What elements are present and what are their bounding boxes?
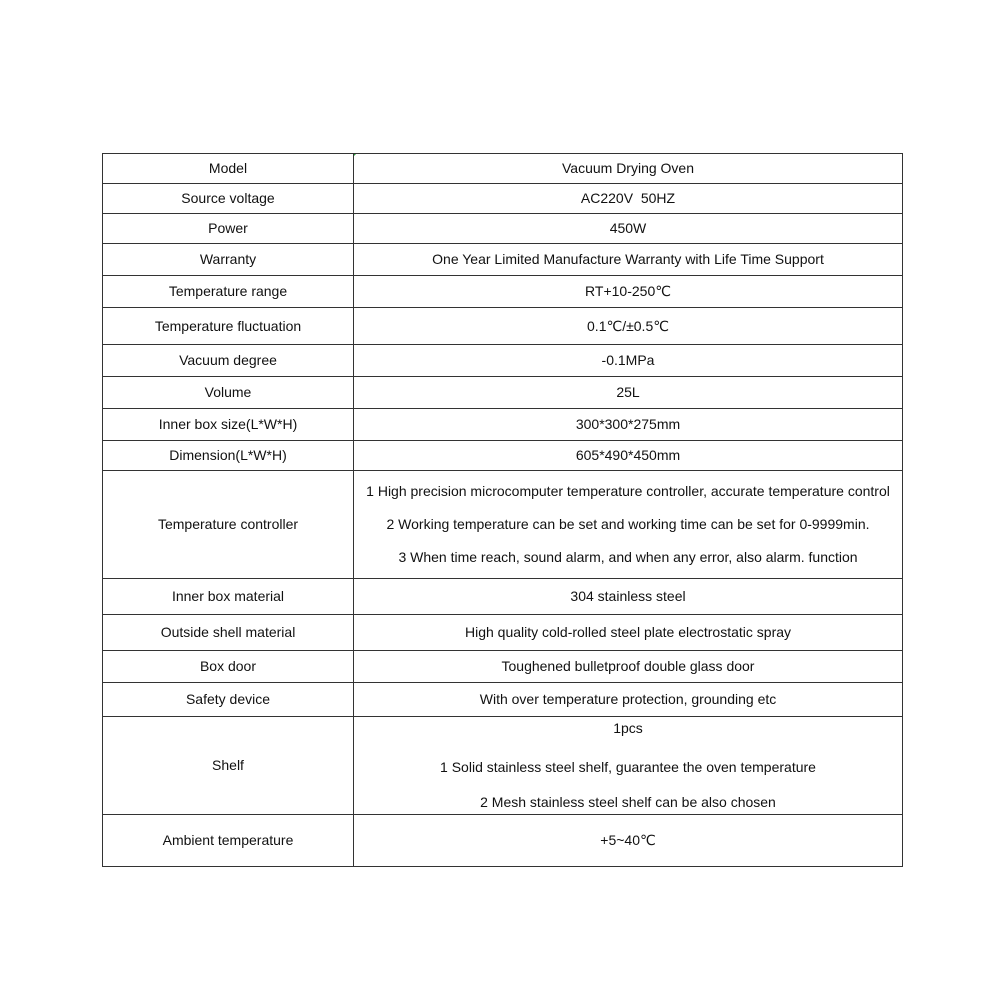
row-value: AC220V 50HZ — [354, 184, 903, 214]
row-value — [354, 471, 903, 579]
row-value: 605*490*450mm — [354, 441, 903, 471]
row-value: +5~40℃ — [354, 815, 903, 867]
shelf-line: 2 Mesh stainless steel shelf can be also chosen — [480, 793, 776, 810]
table-row — [103, 615, 903, 651]
row-value — [354, 717, 903, 815]
table-row — [103, 214, 903, 244]
table-row — [103, 815, 903, 867]
row-label: Vacuum degree — [103, 345, 354, 377]
row-value: 25L — [354, 377, 903, 409]
table-row — [103, 345, 903, 377]
row-label: Temperature range — [103, 276, 354, 308]
table-row — [103, 377, 903, 409]
row-value: Vacuum Drying Oven — [354, 154, 903, 184]
row-label: Safety device — [103, 683, 354, 717]
row-label: Shelf — [103, 717, 354, 815]
row-value: -0.1MPa — [354, 345, 903, 377]
row-value: 450W — [354, 214, 903, 244]
row-value: 304 stainless steel — [354, 579, 903, 615]
row-label: Ambient temperature — [103, 815, 354, 867]
row-label: Volume — [103, 377, 354, 409]
table-row — [103, 154, 903, 184]
table-row — [103, 244, 903, 276]
row-label: Box door — [103, 651, 354, 683]
table-row — [103, 579, 903, 615]
row-label: Inner box size(L*W*H) — [103, 409, 354, 441]
row-label: Dimension(L*W*H) — [103, 441, 354, 471]
row-value: Toughened bulletproof double glass door — [354, 651, 903, 683]
row-value: 0.1℃/±0.5℃ — [354, 308, 903, 345]
row-label: Temperature controller — [103, 471, 354, 579]
row-label: Warranty — [103, 244, 354, 276]
row-label: Source voltage — [103, 184, 354, 214]
row-value: With over temperature protection, grounding etc — [354, 683, 903, 717]
row-value: RT+10-250℃ — [354, 276, 903, 308]
specification-table — [102, 153, 903, 867]
table-row — [103, 441, 903, 471]
controller-line: 2 Working temperature can be set and working time can be set for 0-9999min. — [386, 516, 870, 532]
table-row — [103, 717, 903, 815]
row-label: Temperature fluctuation — [103, 308, 354, 345]
table-row — [103, 651, 903, 683]
controller-line: 3 When time reach, sound alarm, and when any error, also alarm. function — [398, 549, 858, 565]
controller-line: 1 High precision microcomputer temperature controller, accurate temperature control — [366, 483, 890, 499]
row-label: Inner box material — [103, 579, 354, 615]
row-value: 300*300*275mm — [354, 409, 903, 441]
row-label: Model — [103, 154, 354, 184]
table-row — [103, 409, 903, 441]
shelf-line: 1 Solid stainless steel shelf, guarantee the oven temperature — [440, 759, 816, 776]
table-row — [103, 276, 903, 308]
table-row — [103, 184, 903, 214]
row-label: Outside shell material — [103, 615, 354, 651]
row-value: One Year Limited Manufacture Warranty with Life Time Support — [354, 244, 903, 276]
table-row — [103, 683, 903, 717]
table-row — [103, 308, 903, 345]
row-value: High quality cold-rolled steel plate electrostatic spray — [354, 615, 903, 651]
table-row — [103, 471, 903, 579]
row-label: Power — [103, 214, 354, 244]
shelf-line: 1pcs — [613, 720, 643, 737]
